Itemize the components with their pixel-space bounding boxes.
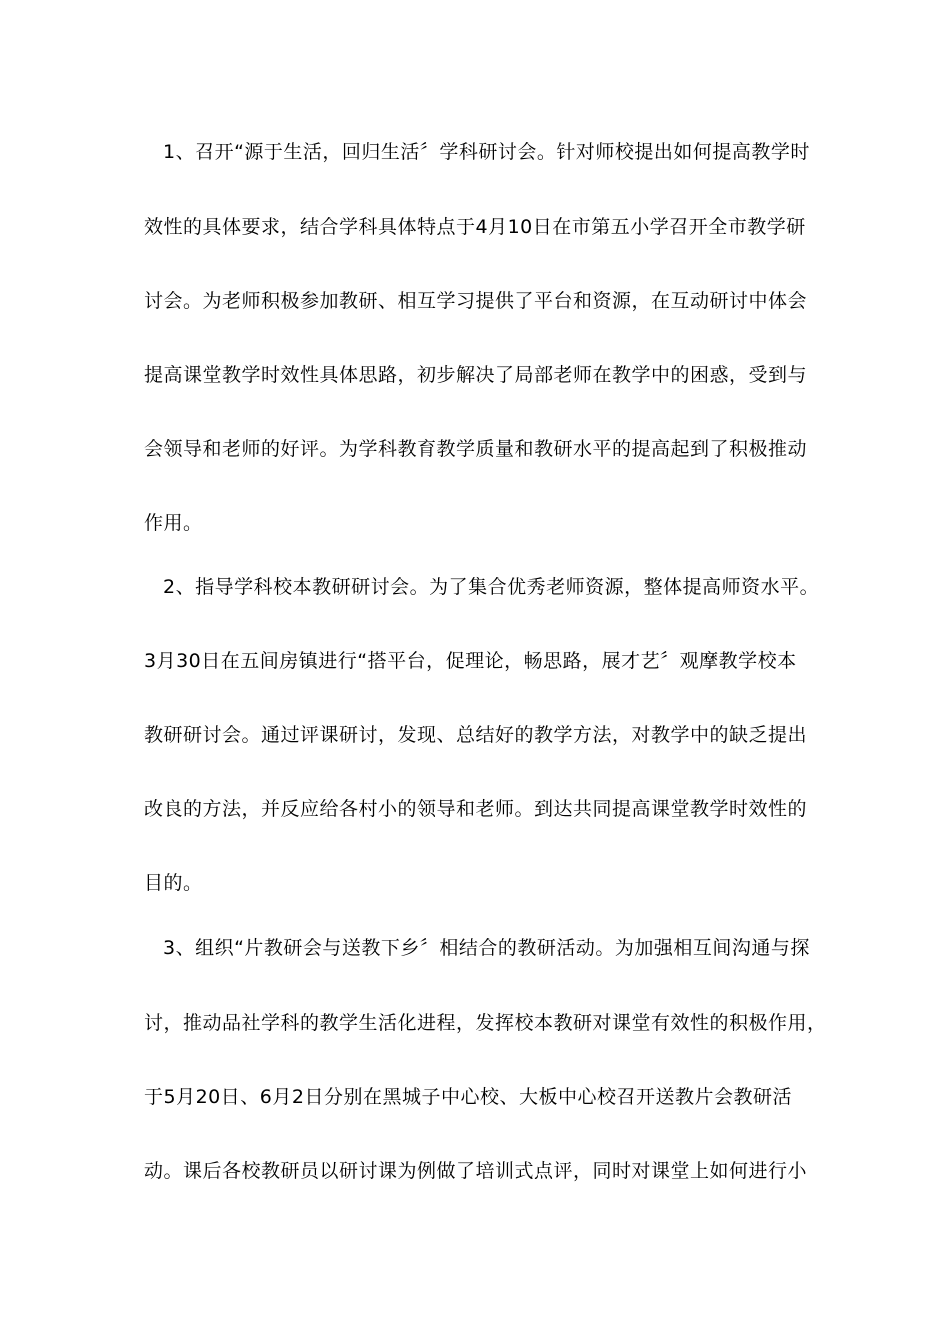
paragraph-2-line-1: 2、指导学科校本教研研讨会。为了集合优秀老师资源，整体提高师资水平。 [163, 576, 820, 598]
paragraph-1-line-4: 提高课堂教学时效性具体思路，初步解决了局部老师在教学中的困惑，受到与 [144, 364, 808, 386]
paragraph-1-line-2: 效性的具体要求，结合学科具体特点于4月10日在市第五小学召开全市教学研 [144, 216, 806, 238]
paragraph-1-line-6: 作用。 [144, 512, 203, 534]
paragraph-3-line-3: 于5月20日、6月2日分别在黑城子中心校、大板中心校召开送教片会教研活 [144, 1086, 792, 1108]
paragraph-3-line-2: 讨，推动品社学科的教学生活化进程，发挥校本教研对课堂有效性的积极作用， [144, 1012, 827, 1034]
paragraph-1-line-5: 会领导和老师的好评。为学科教育教学质量和教研水平的提高起到了积极推动 [144, 438, 808, 460]
paragraph-1-line-1: 1、召开“源于生活，回归生活〞学科研讨会。针对师校提出如何提高教学时 [163, 141, 810, 163]
paragraph-2-line-2: 3月30日在五间房镇进行“搭平台，促理论，畅思路，展才艺〞观摩教学校本 [144, 650, 797, 672]
paragraph-2-line-5: 目的。 [144, 872, 203, 894]
paragraph-3-line-1: 3、组织“片教研会与送教下乡〞相结合的教研活动。为加强相互间沟通与探 [163, 937, 810, 959]
paragraph-2-line-4: 改良的方法，并反应给各村小的领导和老师。到达共同提高课堂教学时效性的 [144, 798, 808, 820]
paragraph-2-line-3: 教研研讨会。通过评课研讨，发现、总结好的教学方法，对教学中的缺乏提出 [144, 724, 808, 746]
paragraph-1-line-3: 讨会。为老师积极参加教研、相互学习提供了平台和资源，在互动研讨中体会 [144, 290, 808, 312]
paragraph-3-line-4: 动。课后各校教研员以研讨课为例做了培训式点评，同时对课堂上如何进行小 [144, 1160, 808, 1182]
